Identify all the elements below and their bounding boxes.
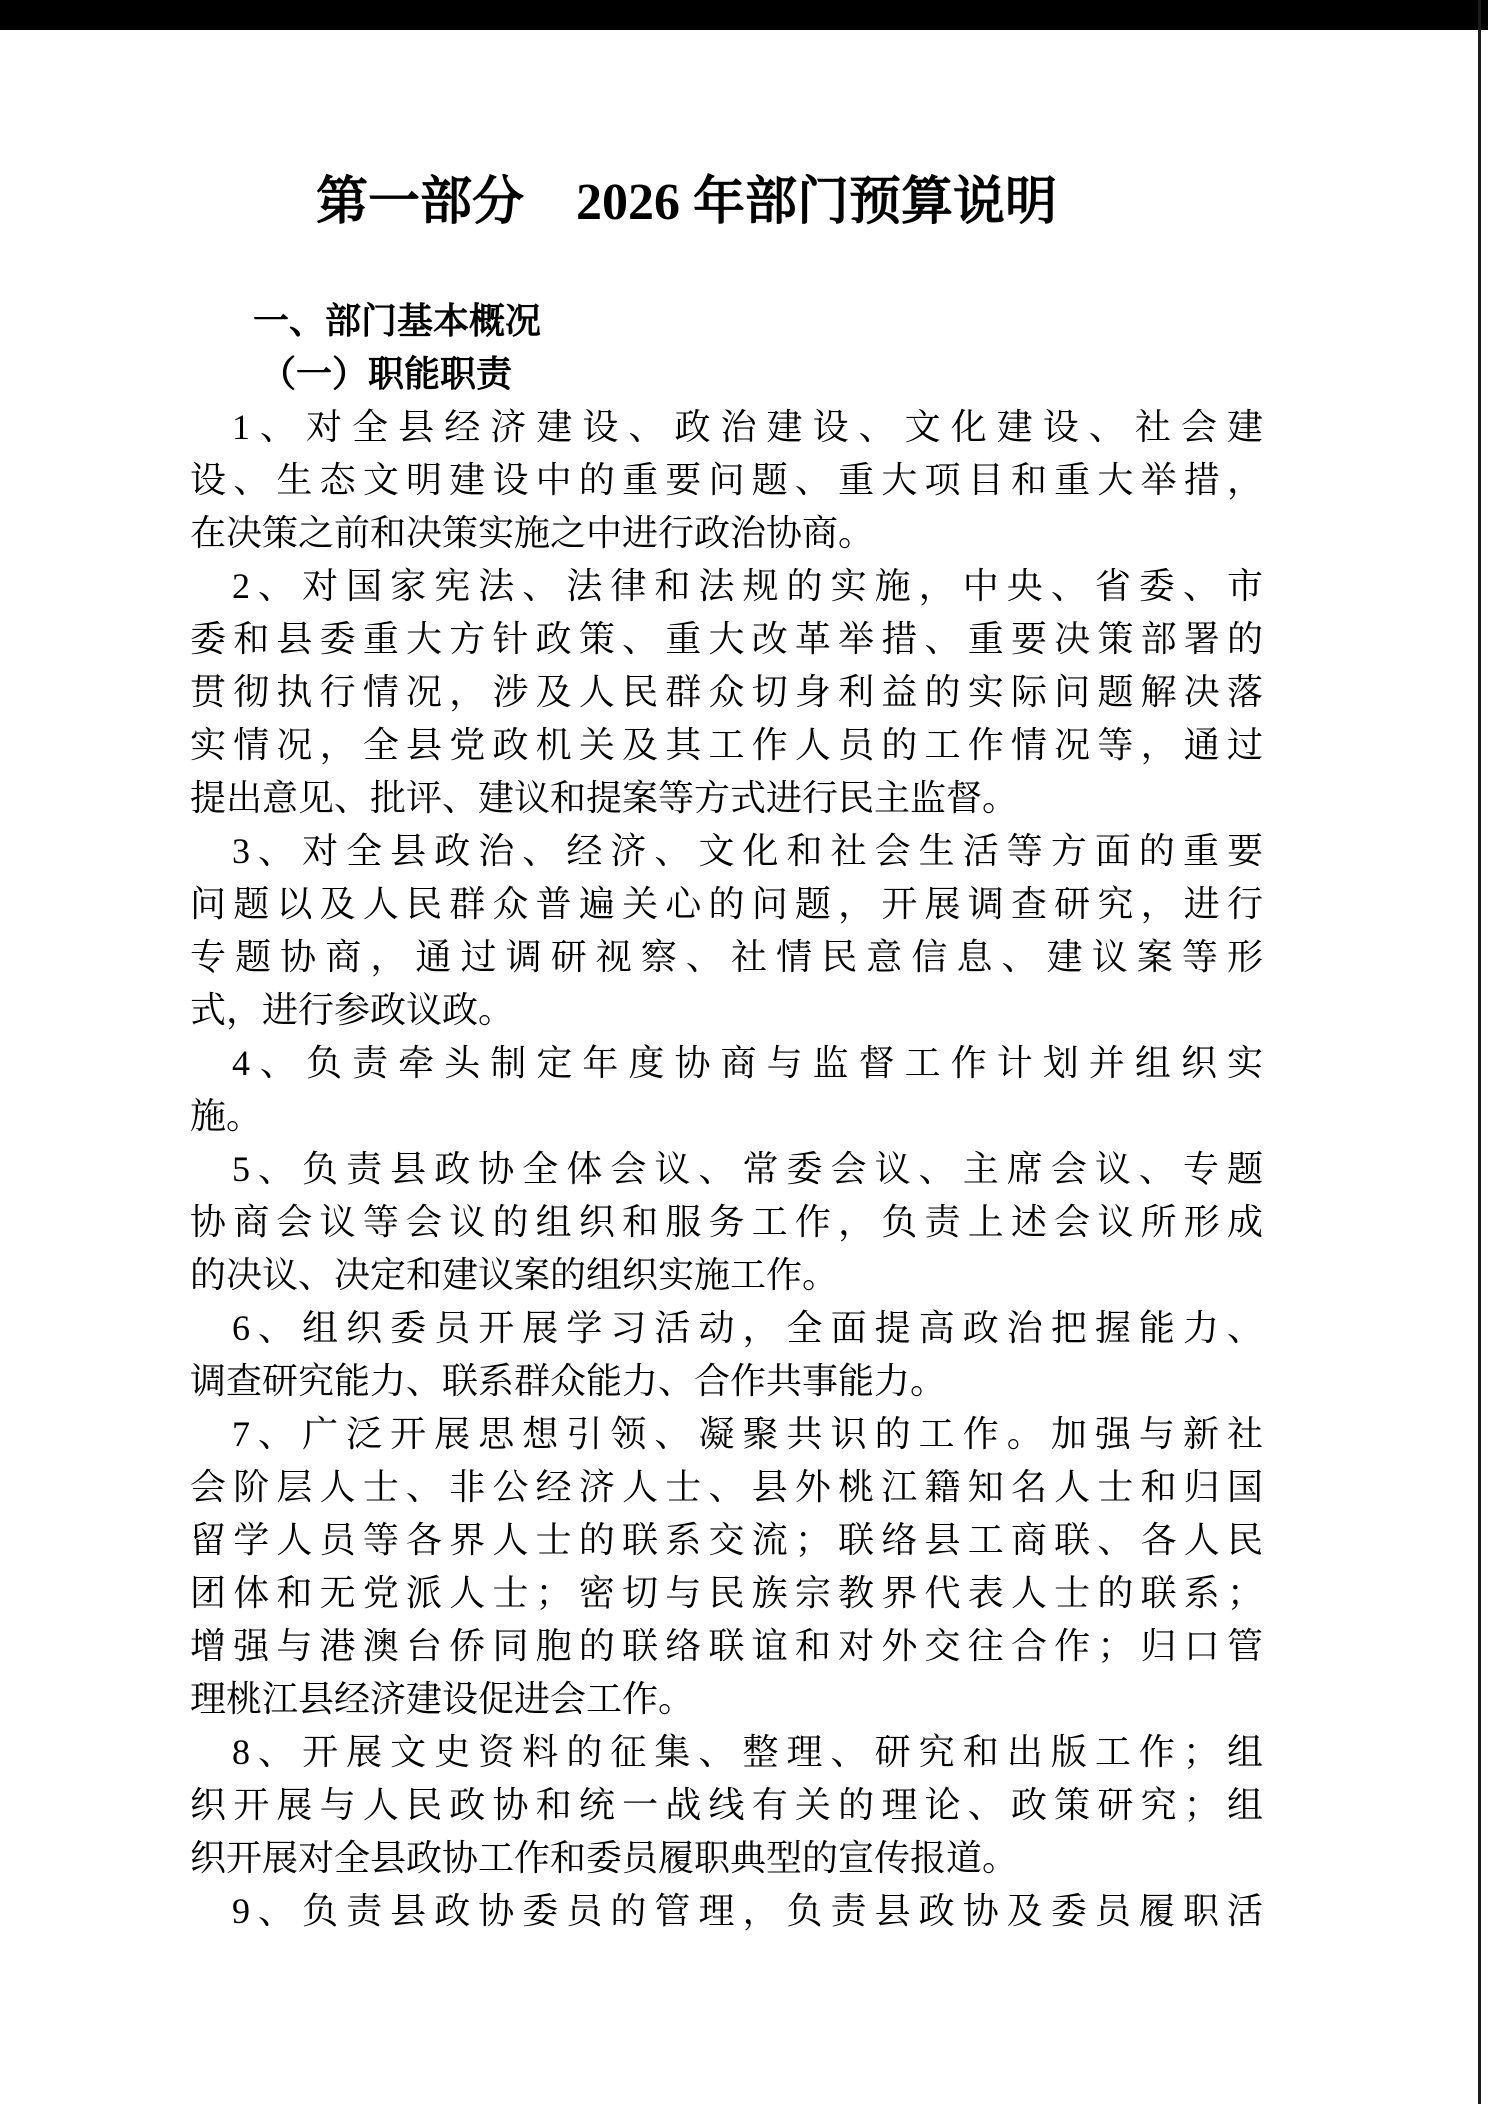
paragraph-line: 委和县委重大方针政策、重大改革举措、重要决策部署的: [190, 619, 1263, 659]
paragraph-line: 5、负责县政协全体会议、常委会议、主席会议、专题: [232, 1149, 1263, 1189]
paragraph-line: 留学人员等各界人士的联系交流；联络县工商联、各人民: [190, 1520, 1263, 1560]
paragraph-line: 8、开展文史资料的征集、整理、研究和出版工作；组: [232, 1732, 1263, 1772]
paragraph-line: 专题协商，通过调研视察、社情民意信息、建议案等形: [190, 937, 1263, 977]
paragraph-line: 2、对国家宪法、法律和法规的实施，中央、省委、市: [232, 566, 1263, 606]
paragraph-line: 施。: [190, 1096, 263, 1136]
paragraph-line: 调查研究能力、联系群众能力、合作共事能力。: [190, 1361, 947, 1401]
paragraph-line: 6、组织委员开展学习活动，全面提高政治把握能力、: [232, 1308, 1263, 1348]
paragraph-line: 4、负责牵头制定年度协商与监督工作计划并组织实: [232, 1043, 1263, 1083]
paragraph-line: 7、广泛开展思想引领、凝聚共识的工作。加强与新社: [232, 1414, 1263, 1454]
paragraph-line: 团体和无党派人士；密切与民族宗教界代表人士的联系；: [190, 1573, 1263, 1613]
paragraph-line: 3、对全县政治、经济、文化和社会生活等方面的重要: [232, 831, 1263, 871]
paragraph-line: 协商会议等会议的组织和服务工作，负责上述会议所形成: [190, 1202, 1263, 1242]
paragraph-line: 贯彻执行情况，涉及人民群众切身利益的实际问题解决落: [190, 672, 1263, 712]
paragraph-line: 理桃江县经济建设促进会工作。: [190, 1679, 695, 1719]
document-body: [190, 295, 1263, 1938]
paragraph-line: 会阶层人士、非公经济人士、县外桃江籍知名人士和归国: [190, 1467, 1263, 1507]
paragraph-line: 式，进行参政议政。: [190, 990, 515, 1030]
subsection-heading: （一）职能职责: [260, 354, 513, 394]
paragraph-line: 实情况，全县党政机关及其工作人员的工作情况等，通过: [190, 725, 1263, 765]
paragraph-line: 在决策之前和决策实施之中进行政治协商。: [190, 513, 875, 553]
paragraph-list: [190, 401, 1263, 1938]
paragraph-line: 的决议、决定和建议案的组织实施工作。: [190, 1255, 839, 1295]
paragraph-line: 1、对全县经济建设、政治建设、文化建设、社会建: [232, 407, 1263, 447]
paragraph-line: 织开展对全县政协工作和委员履职典型的宣传报道。: [190, 1838, 1019, 1878]
paragraph-line: 增强与港澳台侨同胞的联络联谊和对外交往合作；归口管: [190, 1626, 1263, 1666]
paragraph-line: 问题以及人民群众普遍关心的问题，开展调查研究，进行: [190, 884, 1263, 924]
paragraph-line: 提出意见、批评、建议和提案等方式进行民主监督。: [190, 778, 1019, 818]
paragraph-line: 9、负责县政协委员的管理，负责县政协及委员履职活: [232, 1891, 1263, 1931]
section-heading: 一、部门基本概况: [253, 301, 542, 341]
scan-edge-right-line: [1478, 0, 1481, 2104]
paragraph-line: 织开展与人民政协和统一战线有关的理论、政策研究；组: [190, 1785, 1263, 1825]
scan-edge-top-bar: [0, 0, 1488, 30]
page-title: 第一部分 2026 年部门预算说明: [315, 174, 1057, 231]
paragraph-line: 设、生态文明建设中的重要问题、重大项目和重大举措，: [190, 460, 1263, 500]
